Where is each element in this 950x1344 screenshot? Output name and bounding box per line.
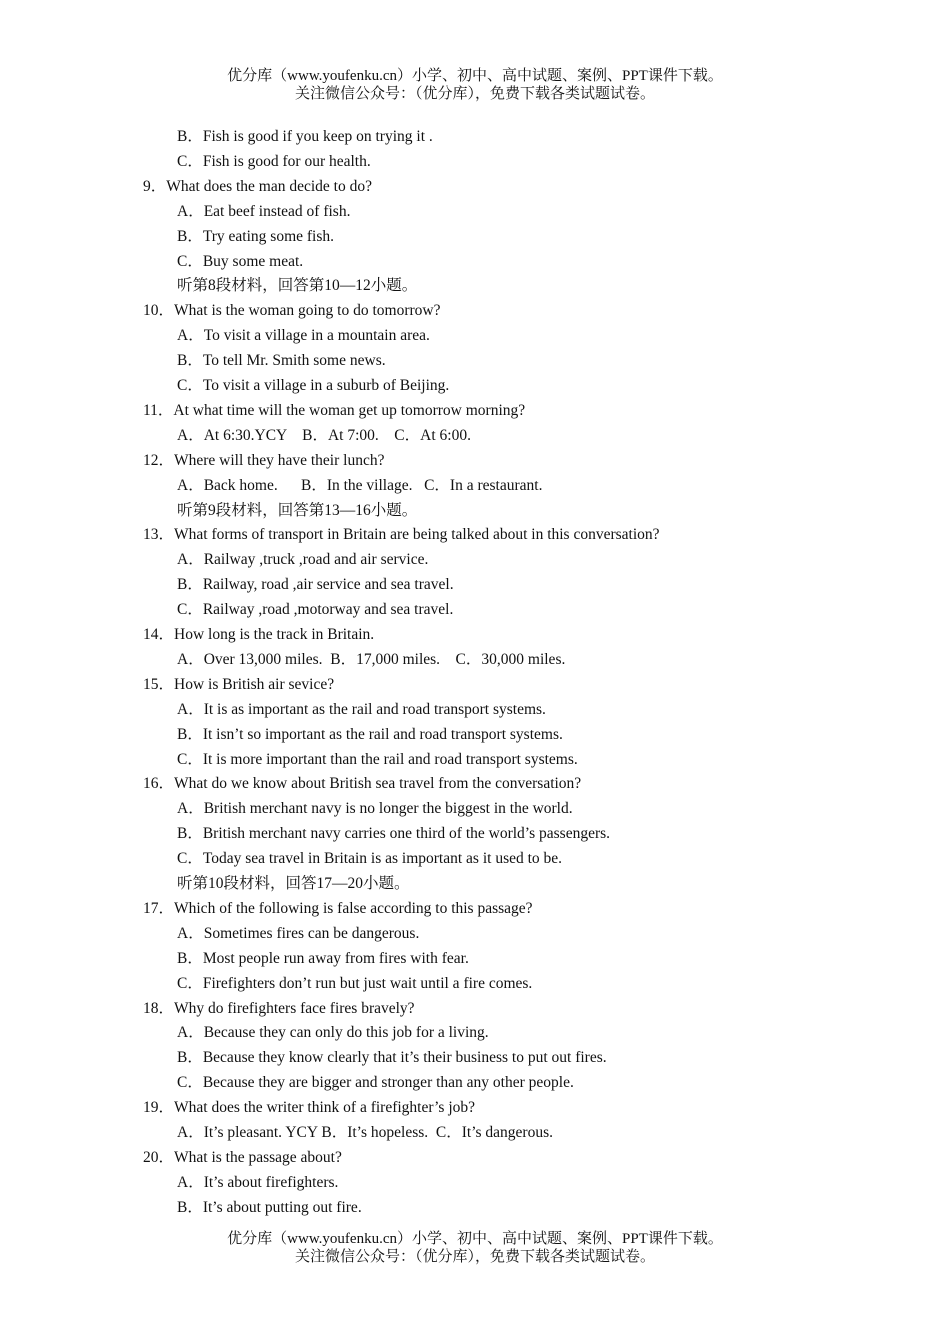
option-line: B．It’s about putting out fire.	[177, 1199, 362, 1216]
option-line: B．To tell Mr. Smith some news.	[177, 352, 386, 369]
option-line: 听第9段材料，回答第13—16小题。	[177, 502, 418, 519]
option-line: B．British merchant navy carries one third of the world’s passengers.	[177, 825, 611, 842]
question-line: 18．Why do firefighters face fires bravely?	[143, 1000, 415, 1017]
page-header	[0, 67, 950, 103]
page-footer	[0, 1230, 950, 1266]
option-line: A．British merchant navy is no longer the biggest in the world.	[177, 800, 573, 817]
question-line: 16．What do we know about British sea travel from the conversation?	[143, 775, 582, 792]
question-line: 9．What does the man decide to do?	[143, 178, 372, 195]
footer-line-2: 关注微信公众号：（优分库），免费下载各类试题试卷。	[294, 1249, 655, 1265]
option-line: C．It is more important than the rail and road transport systems.	[177, 751, 578, 768]
option-line: A．It’s pleasant. YCY B．It’s hopeless. C．It’s dangerous.	[177, 1124, 553, 1141]
option-line: A．Sometimes fires can be dangerous.	[177, 925, 420, 942]
option-line: C．Firefighters don’t run but just wait until a fire comes.	[177, 975, 533, 992]
option-line: A．Over 13,000 miles. B．17,000 miles. C．30,000 miles.	[177, 651, 566, 668]
header-line-1: 优分库（www.youfenku.cn）小学、初中、高中试题、案例、PPT课件下载。	[227, 68, 723, 84]
option-line: 听第8段材料，回答第10—12小题。	[177, 277, 418, 294]
option-line: B．Most people run away from fires with fear.	[177, 950, 469, 967]
question-line: 20．What is the passage about?	[143, 1149, 342, 1166]
header-line-2: 关注微信公众号：（优分库），免费下载各类试题试卷。	[294, 86, 655, 102]
option-line: B．Railway, road ,air service and sea travel.	[177, 576, 454, 593]
option-line: C．Buy some meat.	[177, 253, 304, 270]
option-line: C．Because they are bigger and stronger than any other people.	[177, 1074, 574, 1091]
option-line: A．Because they can only do this job for a living.	[177, 1024, 489, 1041]
question-line: 15．How is British air sevice?	[143, 676, 335, 693]
option-line: C．Today sea travel in Britain is as important as it used to be.	[177, 850, 563, 867]
footer-line-1: 优分库（www.youfenku.cn）小学、初中、高中试题、案例、PPT课件下载。	[227, 1231, 723, 1247]
question-line: 17．Which of the following is false according to this passage?	[143, 900, 533, 917]
option-line: A．At 6:30.YCY B．At 7:00. C．At 6:00.	[177, 427, 471, 444]
option-line: 听第10段材料，回答17—20小题。	[177, 875, 410, 892]
option-line: B．Because they know clearly that it’s their business to put out fires.	[177, 1049, 607, 1066]
question-line: 12．Where will they have their lunch?	[143, 452, 385, 469]
option-line: B．It isn’t so important as the rail and road transport systems.	[177, 726, 563, 743]
option-line: A．Railway ,truck ,road and air service.	[177, 551, 429, 568]
option-line: A．It’s about firefighters.	[177, 1174, 339, 1191]
question-line: 13．What forms of transport in Britain are being talked about in this conversation?	[143, 526, 660, 543]
option-line: A．Back home. B．In the village. C．In a restaurant.	[177, 477, 543, 494]
option-line: C．To visit a village in a suburb of Beijing.	[177, 377, 450, 394]
question-line: 19．What does the writer think of a firefighter’s job?	[143, 1099, 476, 1116]
option-line: C．Railway ,road ,motorway and sea travel.	[177, 601, 454, 618]
question-line: 14．How long is the track in Britain.	[143, 626, 375, 643]
option-line: A．It is as important as the rail and road transport systems.	[177, 701, 546, 718]
option-line: C．Fish is good for our health.	[177, 153, 371, 170]
option-line: A．To visit a village in a mountain area.	[177, 327, 430, 344]
option-line: B．Fish is good if you keep on trying it .	[177, 128, 433, 145]
option-line: B．Try eating some fish.	[177, 228, 335, 245]
question-line: 10．What is the woman going to do tomorrow?	[143, 302, 441, 319]
question-line: 11．At what time will the woman get up tomorrow morning?	[143, 402, 526, 419]
option-line: A．Eat beef instead of fish.	[177, 203, 351, 220]
